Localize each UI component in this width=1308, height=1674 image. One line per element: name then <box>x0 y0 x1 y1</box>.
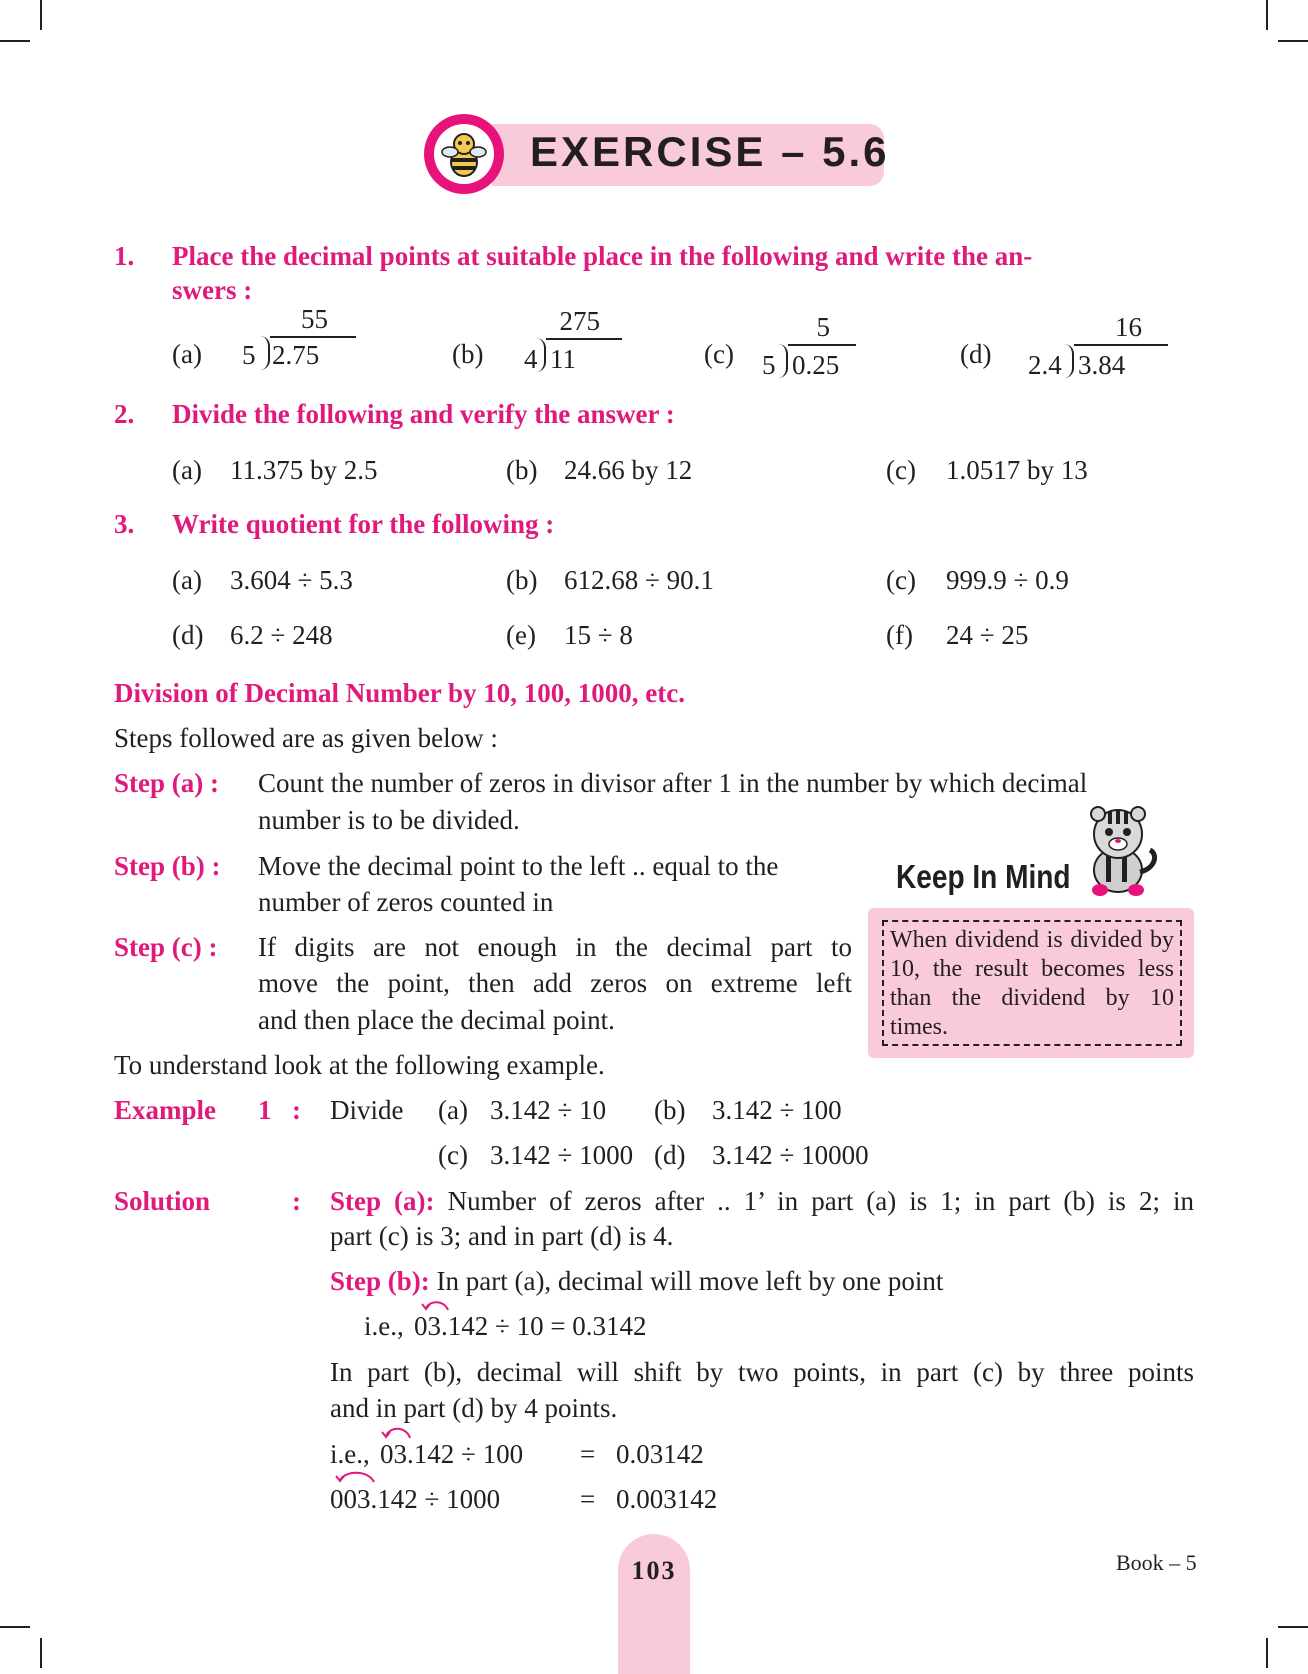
step-b-label: Step (b) : <box>114 851 221 881</box>
q2-number: 2. <box>114 399 135 429</box>
crop-mark <box>0 40 30 42</box>
quotient: 275 <box>559 306 600 336</box>
solution-para-line1: In part (b), decimal will shift by two points, in part (c) by three points <box>330 1357 1194 1387</box>
solution-step-a-text: Number of zeros after .. 1’ in part (a) is 1; in part (b) is 2; in <box>447 1186 1195 1216</box>
division-bracket <box>260 336 270 370</box>
crop-mark <box>0 1626 30 1628</box>
keep-in-mind-title: Keep In Mind <box>896 858 1071 895</box>
solution-step-b-label: Step (b): <box>330 1266 430 1296</box>
example-a-text: 3.142 ÷ 10 <box>490 1095 607 1125</box>
example-b-label: (b) <box>654 1095 686 1125</box>
division-bracket <box>1064 344 1074 378</box>
q3-number: 3. <box>114 509 135 539</box>
division-bar <box>788 344 856 346</box>
example-a-label: (a) <box>438 1095 468 1125</box>
division-bracket <box>778 344 788 378</box>
crop-mark <box>1278 40 1308 42</box>
section-heading: Division of Decimal Number by 10, 100, 1000, etc. <box>114 678 685 708</box>
q3f-text: 24 ÷ 25 <box>946 620 1029 650</box>
q3a-text: 3.604 ÷ 5.3 <box>230 565 353 595</box>
division-bar <box>270 336 356 338</box>
q1a-label: (a) <box>172 339 202 369</box>
example-c-label: (c) <box>438 1140 468 1170</box>
eq1-rhs: 0.03142 <box>616 1439 704 1469</box>
q1d-label: (d) <box>960 339 992 369</box>
crop-mark <box>40 1638 42 1668</box>
keep-in-mind-text: When dividend is divided by 10, the result becomes less than the dividend by 10 times. <box>882 920 1182 1046</box>
solution-step-a-line2: part (c) is 3; and in part (d) is 4. <box>330 1221 674 1251</box>
q3d-label: (d) <box>172 620 204 650</box>
ie2-prefix: i.e., <box>330 1439 370 1469</box>
example-d-text: 3.142 ÷ 10000 <box>712 1140 869 1170</box>
q3e-text: 15 ÷ 8 <box>564 620 633 650</box>
crop-mark <box>1266 0 1268 30</box>
q3-text: Write quotient for the following : <box>172 509 555 539</box>
solution-colon: : <box>292 1186 301 1216</box>
q2a-label: (a) <box>172 455 202 485</box>
divisor: 5 <box>242 340 256 370</box>
step-b-line2: number of zeros counted in <box>258 887 554 917</box>
solution-para-line2: and in part (d) by 4 points. <box>330 1393 618 1423</box>
q3f-label: (f) <box>886 620 913 650</box>
divisor: 2.4 <box>1028 350 1062 380</box>
q2c-label: (c) <box>886 455 916 485</box>
crop-mark <box>1278 1626 1308 1628</box>
divisor: 4 <box>524 344 538 374</box>
q3b-label: (b) <box>506 565 538 595</box>
solution-step-a-label: Step (a): <box>330 1186 435 1216</box>
page-number: 103 <box>631 1556 677 1585</box>
solution-step-b-text: In part (a), decimal will move left by one point <box>436 1266 944 1296</box>
step-c-label: Step (c) : <box>114 932 218 962</box>
eq2-lhs: 003.142 ÷ 1000 <box>330 1484 501 1514</box>
bee-mascot-icon <box>434 124 494 184</box>
q1b-long-division <box>522 306 622 376</box>
example-c-text: 3.142 ÷ 1000 <box>490 1140 634 1170</box>
dividend: 0.25 <box>792 350 840 380</box>
q3b-text: 612.68 ÷ 90.1 <box>564 565 714 595</box>
example-label: Example <box>114 1095 217 1125</box>
q1c-long-division <box>760 312 860 382</box>
division-bar <box>546 338 622 340</box>
crop-mark <box>1266 1638 1268 1668</box>
page-number-tab <box>618 1534 690 1674</box>
eq1-equals: = <box>580 1439 596 1469</box>
example-b-text: 3.142 ÷ 100 <box>712 1095 842 1125</box>
q1a-long-division <box>238 304 358 374</box>
solution-step-a-line1 <box>330 1183 1194 1219</box>
dividend: 11 <box>550 344 576 374</box>
section-intro: Steps followed are as given below : <box>114 723 498 753</box>
q2c-text: 1.0517 by 13 <box>946 455 1088 485</box>
crop-mark <box>40 0 42 30</box>
book-label: Book – 5 <box>1116 1550 1197 1575</box>
quotient: 5 <box>816 312 830 342</box>
solution-label: Solution <box>114 1186 211 1216</box>
step-c-line3: and then place the decimal point. <box>258 1005 615 1035</box>
q3c-text: 999.9 ÷ 0.9 <box>946 565 1069 595</box>
eq2-rhs: 0.003142 <box>616 1484 718 1514</box>
q1-text-line2: swers : <box>172 275 253 305</box>
dividend: 3.84 <box>1078 350 1126 380</box>
q2b-label: (b) <box>506 455 538 485</box>
step-a-line1: Count the number of zeros in divisor after 1 in the number by which decimal <box>258 768 1088 798</box>
example-number: 1 <box>258 1095 272 1125</box>
step-c-line2: move the point, then add zeros on extreme left <box>258 968 852 998</box>
divisor: 5 <box>762 350 776 380</box>
tiger-cub-icon <box>1078 806 1164 898</box>
q1d-long-division <box>1026 312 1146 382</box>
step-a-label: Step (a) : <box>114 768 219 798</box>
step-c-line1: If digits are not enough in the decimal part to <box>258 932 852 962</box>
q1-text-line1: Place the decimal points at suitable place in the following and write the an- <box>172 241 1033 271</box>
ie1-prefix: i.e., <box>364 1311 404 1341</box>
eq2-equals: = <box>580 1484 596 1514</box>
section-outro: To understand look at the following example. <box>114 1050 605 1080</box>
q1c-label: (c) <box>704 339 734 369</box>
step-b-line1: Move the decimal point to the left .. equal to the <box>258 851 779 881</box>
q3c-label: (c) <box>886 565 916 595</box>
q2b-text: 24.66 by 12 <box>564 455 693 485</box>
q3d-text: 6.2 ÷ 248 <box>230 620 333 650</box>
division-bar <box>1074 344 1168 346</box>
q2a-text: 11.375 by 2.5 <box>230 455 378 485</box>
example-colon: : <box>292 1095 301 1125</box>
example-d-label: (d) <box>654 1140 686 1170</box>
solution-step-b <box>330 1263 943 1299</box>
q1b-label: (b) <box>452 339 484 369</box>
exercise-title: EXERCISE – 5.6 <box>530 128 890 175</box>
ie1-expr: 03.142 ÷ 10 = 0.3142 <box>414 1311 647 1341</box>
q3a-label: (a) <box>172 565 202 595</box>
eq1-lhs: 03.142 ÷ 100 <box>380 1439 524 1469</box>
dividend: 2.75 <box>272 340 320 370</box>
q2-text: Divide the following and verify the answer : <box>172 399 675 429</box>
quotient: 55 <box>301 304 328 334</box>
step-a-line2: number is to be divided. <box>258 805 520 835</box>
q1-number: 1. <box>114 241 135 271</box>
division-bracket <box>536 338 546 372</box>
q3e-label: (e) <box>506 620 536 650</box>
quotient: 16 <box>1115 312 1142 342</box>
example-verb: Divide <box>330 1095 404 1125</box>
